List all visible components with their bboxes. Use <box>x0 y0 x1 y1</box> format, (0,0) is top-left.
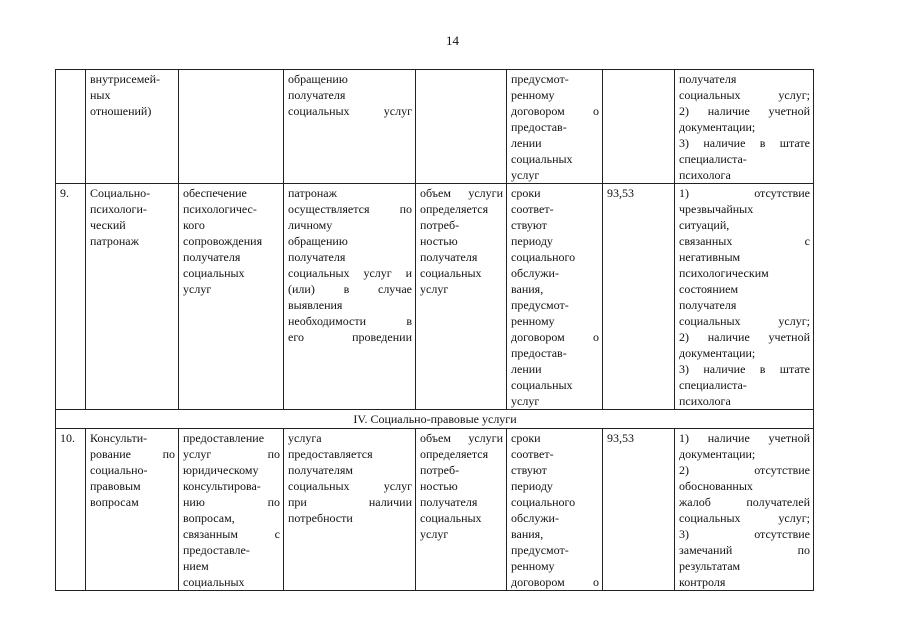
page-number: 14 <box>446 33 459 48</box>
cell-line: вания, <box>511 527 544 541</box>
cell-line: при наличии <box>288 495 412 509</box>
cell-line: социальных <box>420 266 482 280</box>
cell-line: обеспечение <box>183 186 247 200</box>
cell-line: получателя <box>679 72 737 86</box>
services-table <box>55 69 814 591</box>
cell-line: жалоб получателей <box>679 495 810 509</box>
service-name-cell <box>86 70 179 184</box>
cell-line: вопросам <box>90 495 139 509</box>
cell-line: состоянием <box>679 282 739 296</box>
cell-line: специалиста- <box>679 152 747 166</box>
service-name-cell <box>86 184 179 410</box>
cell-line: ствуют <box>511 218 547 232</box>
cell-line: правовым <box>90 479 141 493</box>
cell-line: получателям <box>288 463 353 477</box>
cell-line: потреб- <box>420 218 460 232</box>
cell-line: определяется <box>420 447 489 461</box>
procedure-cell <box>284 184 416 410</box>
cell-line: контроля <box>679 575 726 589</box>
cell-line: договором о <box>511 575 599 589</box>
cell-line: предусмот- <box>511 298 569 312</box>
cell-line: объем услуги <box>420 431 503 445</box>
cell-line: социальных <box>183 266 245 280</box>
cell-line: услуг по <box>183 447 280 461</box>
cell-line: получателя <box>288 88 346 102</box>
cell-line: соответ- <box>511 202 554 216</box>
cell-line: услуг <box>183 282 212 296</box>
price-cell <box>603 70 675 184</box>
cell-line: ных <box>90 88 111 102</box>
cell-line: социальных услуг; <box>679 88 810 102</box>
cell-line: 1) отсутствие <box>679 186 810 200</box>
cell-line: услуг <box>420 527 449 541</box>
cell-line: ситуаций, <box>679 218 730 232</box>
cell-line: предусмот- <box>511 543 569 557</box>
procedure-cell <box>284 70 416 184</box>
cell-line: психологическим <box>679 266 769 280</box>
cell-line: социальных услуг <box>288 104 412 118</box>
cell-line: объем услуги <box>420 186 503 200</box>
cell-line: обращению <box>288 72 348 86</box>
cell-line: предоставле- <box>183 543 250 557</box>
cell-line: нию по <box>183 495 280 509</box>
volume-cell <box>416 70 507 184</box>
cell-line: ренному <box>511 314 555 328</box>
cell-line: предостав- <box>511 120 567 134</box>
cell-line: внутрисемей- <box>90 72 161 86</box>
cell-line: необходимости в <box>288 314 412 328</box>
cell-line: соответ- <box>511 447 554 461</box>
cell-line: 3) наличие в штате <box>679 136 810 150</box>
cell-line: 2) наличие учетной <box>679 104 810 118</box>
cell-line: предоставляется <box>288 447 373 461</box>
cell-line: 2) отсутствие <box>679 463 810 477</box>
cell-line: вопросам, <box>183 511 235 525</box>
cell-line: ностью <box>420 479 458 493</box>
cell-line: сроки <box>511 431 541 445</box>
cell-line: ренному <box>511 559 555 573</box>
cell-line: определяется <box>420 202 489 216</box>
cell-line: нием <box>183 559 209 573</box>
criteria-cell <box>675 70 814 184</box>
cell-line: потреб- <box>420 463 460 477</box>
procedure-cell <box>284 429 416 591</box>
volume-cell <box>416 429 507 591</box>
cell-line: ренному <box>511 88 555 102</box>
section-title: IV. Социально-правовые услуги <box>56 410 814 429</box>
cell-line: потребности <box>288 511 353 525</box>
cell-line: обоснованных <box>679 479 753 493</box>
table-row <box>56 70 814 184</box>
cell-line: обслужи- <box>511 511 559 525</box>
service-content-cell <box>179 70 284 184</box>
cell-line: социальных услуг и <box>288 266 412 280</box>
cell-line: связанных с <box>679 234 810 248</box>
service-name-cell <box>86 429 179 591</box>
cell-line: социально- <box>90 463 148 477</box>
cell-line: документации; <box>679 447 756 461</box>
row-number-cell <box>56 70 86 184</box>
cell-line: замечаний по <box>679 543 810 557</box>
cell-line: договором о <box>511 330 599 344</box>
cell-line: патронаж <box>90 234 139 248</box>
cell-line: социальных <box>511 152 573 166</box>
cell-line: сопровождения <box>183 234 263 248</box>
volume-cell <box>416 184 507 410</box>
cell-line: получателя <box>420 495 478 509</box>
cell-line: ствуют <box>511 463 547 477</box>
cell-line: социальных <box>511 378 573 392</box>
cell-line: обращению <box>288 234 348 248</box>
cell-line: документации; <box>679 120 756 134</box>
cell-line: психологичес- <box>183 202 257 216</box>
price-cell: 93,53 <box>603 429 675 591</box>
cell-line: вания, <box>511 282 544 296</box>
cell-line: психолога <box>679 168 731 182</box>
cell-line: Социально- <box>90 186 151 200</box>
cell-line: патронаж <box>288 186 337 200</box>
cell-line: получателя <box>288 250 346 264</box>
cell-line: документации; <box>679 346 756 360</box>
cell-line: социальных услуг; <box>679 314 810 328</box>
cell-line: личному <box>288 218 333 232</box>
cell-line: услуг <box>511 394 540 408</box>
cell-line: договором о <box>511 104 599 118</box>
cell-line: 2) наличие учетной <box>679 330 810 344</box>
cell-line: юридическому <box>183 463 259 477</box>
cell-line: консультирова- <box>183 479 261 493</box>
row-number-cell: 9. <box>56 184 86 410</box>
terms-cell <box>507 429 603 591</box>
cell-line: 1) наличие учетной <box>679 431 810 445</box>
cell-line: чрезвычайных <box>679 202 754 216</box>
row-number-cell: 10. <box>56 429 86 591</box>
cell-line: рование по <box>90 447 175 461</box>
cell-line: результатам <box>679 559 741 573</box>
cell-line: социальных <box>183 575 245 589</box>
cell-line: специалиста- <box>679 378 747 392</box>
cell-line: негативным <box>679 250 741 264</box>
service-content-cell <box>179 429 284 591</box>
cell-line: связанным с <box>183 527 280 541</box>
cell-line: предоставление <box>183 431 265 445</box>
cell-line: услуг <box>420 282 449 296</box>
cell-line: кого <box>183 218 205 232</box>
cell-line: отношений) <box>90 104 152 118</box>
terms-cell <box>507 184 603 410</box>
cell-line: осуществляется по <box>288 202 412 216</box>
cell-line: сроки <box>511 186 541 200</box>
cell-line: психолога <box>679 394 731 408</box>
criteria-cell <box>675 429 814 591</box>
cell-line: психологи- <box>90 202 147 216</box>
cell-line: 3) отсутствие <box>679 527 810 541</box>
cell-line: получателя <box>183 250 241 264</box>
cell-line: социальных услуг; <box>679 511 810 525</box>
table-row <box>56 429 814 591</box>
terms-cell <box>507 70 603 184</box>
cell-line: социального <box>511 250 576 264</box>
cell-line: ностью <box>420 234 458 248</box>
cell-line: лении <box>511 136 542 150</box>
cell-line: ческий <box>90 218 126 232</box>
cell-line: услуга <box>288 431 322 445</box>
cell-line: периоду <box>511 234 553 248</box>
cell-line: социальных услуг <box>288 479 412 493</box>
cell-line: его проведении <box>288 330 412 344</box>
cell-line: социального <box>511 495 576 509</box>
cell-line: предусмот- <box>511 72 569 86</box>
price-cell: 93,53 <box>603 184 675 410</box>
cell-line: предостав- <box>511 346 567 360</box>
cell-line: Консульти- <box>90 431 148 445</box>
cell-line: периоду <box>511 479 553 493</box>
cell-line: обслужи- <box>511 266 559 280</box>
section-header-row <box>56 410 814 429</box>
cell-line: (или) в случае <box>288 282 412 296</box>
table-row <box>56 184 814 410</box>
cell-line: услуг <box>511 168 540 182</box>
cell-line: получателя <box>679 298 737 312</box>
service-content-cell <box>179 184 284 410</box>
cell-line: выявления <box>288 298 343 312</box>
cell-line: 3) наличие в штате <box>679 362 810 376</box>
cell-line: социальных <box>420 511 482 525</box>
cell-line: лении <box>511 362 542 376</box>
cell-line: получателя <box>420 250 478 264</box>
criteria-cell <box>675 184 814 410</box>
